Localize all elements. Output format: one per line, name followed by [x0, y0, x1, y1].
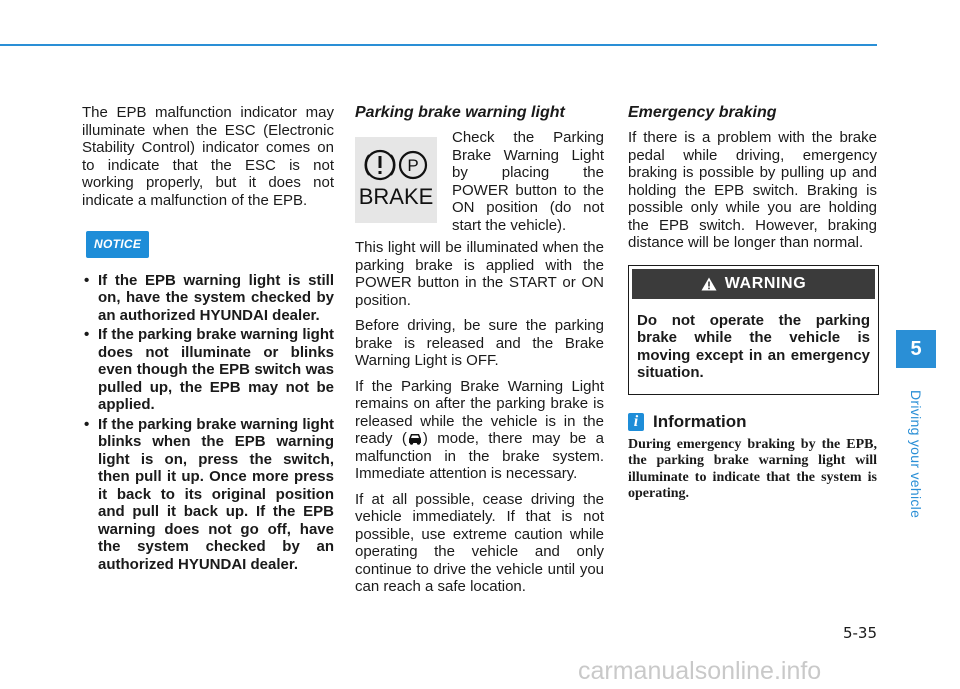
- warning-remains-paragraph: If the Parking Brake Warning Light remains on after the parking brake is released while the vehicle is in the ready ( ) mode, there may be a malfunction in the brake system. Immediate attention is necessary.: [355, 377, 604, 482]
- warning-box: [628, 265, 879, 395]
- info-icon: i: [628, 413, 644, 431]
- warning-title: WARNING: [724, 274, 807, 292]
- header-rule: [0, 44, 877, 46]
- information-title: Information: [653, 411, 747, 431]
- column-left: [82, 104, 334, 575]
- svg-text:BRAKE: BRAKE: [358, 184, 434, 209]
- column-middle: [355, 104, 604, 604]
- warning-text: Do not operate the parking brake while the vehicle is moving except in an emergency situation.: [637, 311, 870, 381]
- notice-item: • If the EPB warning light is still on, have the system checked by an authorized HYUNDAI dealer.: [82, 272, 334, 325]
- parking-brake-heading: Parking brake warning light: [355, 104, 565, 121]
- notice-list: [82, 272, 334, 574]
- information-text: During emergency braking by the EPB, the parking brake warning light will illuminate to indicate that the system is operating.: [628, 436, 877, 501]
- watermark: carmanualsonline.info: [578, 657, 822, 685]
- emergency-braking-paragraph: If there is a problem with the brake pedal while driving, emergency braking is possible by pulling up and holding the EPB switch. Braking is possible only while you are holding the EPB switch. However, braking distance will be longer than normal.: [628, 129, 877, 251]
- page-number: 5-35: [842, 624, 877, 642]
- svg-text:P: P: [407, 156, 419, 175]
- ready-car-icon: [407, 431, 423, 445]
- before-driving-paragraph: Before driving, be sure the parking brake is released and the Brake Warning Light is OFF.: [355, 317, 604, 369]
- brake-icon-caption: Check the Parking Brake Warning Light by placing the POWER button to the ON position (do not start the vehicle).: [452, 129, 604, 234]
- cease-driving-paragraph: If at all possible, cease driving the vehicle immediately. If that is not possible, use extreme caution while operating the vehicle and only continue to drive the vehicle until you can reach a safe location.: [355, 490, 604, 595]
- emergency-braking-heading: Emergency braking: [628, 104, 777, 121]
- information-header: [628, 413, 877, 431]
- warning-header: [632, 269, 875, 299]
- notice-item: • If the parking brake warning light blinks when the EPB warning light is on, press the switch, then pull it up. Once more press it back to its original position and pull it back up. If the EPB warning does not go off, have the system checked by an authorized HYUNDAI dealer.: [82, 416, 334, 574]
- notice-item: • If the parking brake warning light does not illuminate or blinks even though the EPB switch was pulled up, the EPB may not be applied.: [82, 326, 334, 414]
- epb-malfunction-paragraph: The EPB malfunction indicator may illuminate when the ESC (Electronic Stability Control) indicator comes on to indicate that the ESC is not working properly, but it does not indicate a malfunction of the EPB.: [82, 104, 334, 209]
- parking-brake-warning-icon: [355, 137, 437, 223]
- column-right: [628, 104, 877, 511]
- warning-triangle-icon: [701, 277, 717, 291]
- chapter-number-tab: 5: [896, 330, 936, 368]
- brake-light-paragraph: This light will be illuminated when the parking brake is applied with the POWER button in the START or ON position.: [355, 239, 604, 309]
- chapter-title: Driving your vehicle: [908, 390, 924, 519]
- brake-icon-row: [355, 129, 604, 239]
- notice-badge: NOTICE: [86, 231, 149, 258]
